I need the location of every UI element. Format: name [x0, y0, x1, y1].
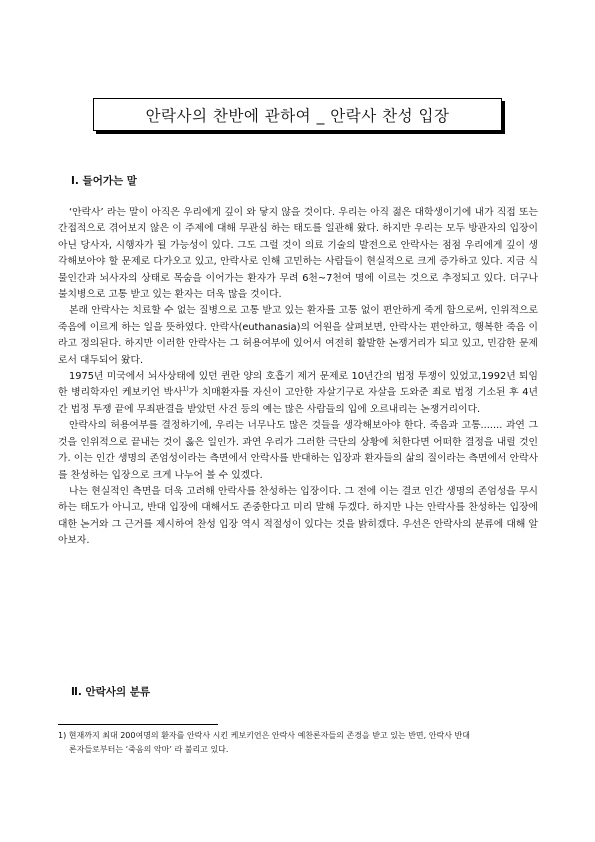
paragraph: 안락사의 허용여부를 결정하기에, 우리는 너무나도 많은 것들을 생각해보아야 한다. 죽음과 고통....... 과연 그것을 인위적으로 끝내는 것이 옳은 일인가. 과연 우리가 그러한 극단의 상황에 처한다면 어떠한 결정을 내릴 것인가. 이는 인간 생명의 존엄성이라는 측면에서 안락사를 반대하는 입장과 환자들의 삶의 질이라는 측면에서 안락사를 찬성하는 입장으로 크게 나누어 볼 수 있겠다.: [58, 420, 538, 481]
paragraph-text: 1975년 미국에서 뇌사상태에 있던 퀸란 양의 호흡기 제거 문제로 10년간의 법정 투쟁이 있었고,1992년 퇴임한 병리학자인 케보키언 박사: [58, 371, 538, 399]
section-heading-classification: Ⅱ. 안락사의 분류: [71, 686, 151, 698]
footnote-line: 론자들로부터는 ‘죽음의 악마’ 라 불리고 있다.: [69, 745, 229, 754]
document-title-box: [93, 98, 502, 131]
document-title: 안락사의 찬반에 관하여 _ 안락사 찬성 입장: [145, 106, 450, 125]
section-heading-introduction: Ⅰ. 들어가는 말: [71, 175, 137, 187]
paragraph: [58, 369, 538, 418]
paragraph: 나는 현실적인 측면을 더욱 고려해 안락사를 찬성하는 입장이다. 그 전에 이는 결코 인간 생명의 존엄성을 무시하는 태도가 아니고, 반대 입장에 대해서도 존중한다고 미리 말해 두겠다. 하지만 나는 안락사를 찬성하는 입장에 대한 논거와 그 근거를 제시하여 찬성 입장 역시 적절성이 있다는 것을 밝히겠다. 우선은 안락사의 분류에 대해 알아보자.: [58, 485, 538, 547]
footnote-divider: [58, 724, 218, 725]
paragraph: ‘안락사’ 라는 말이 아직은 우리에게 깊이 와 닿지 않을 것이다. 우리는 아직 젊은 대학생이기에 내가 직접 또는 간접적으로 겪어보지 않은 이 주제에 대해 무관심 하는 태도를 일관해 왔다. 하지만 우리는 모두 방관자의 입장이 아닌 당사자, 시행자가 될 가능성이 있다. 그도 그럴 것이 의료 기술의 발전으로 안락사는 점점 우리에게 깊이 생각해보아야 할 문제로 다가오고 있고, 안락사로 인해 고민하는 사람들이 현실적으로 크게 증가하고 있다. 지금 식물인간과 뇌사자의 상태로 목숨을 이어가는 환자가 무려 6천~7천여 명에 이르는 것으로 추정되고 있다. 더구나 불치병으로 고통 받고 있는 환자는 더욱 많을 것이다.: [58, 207, 538, 301]
footnote-line: 1) 현재까지 최대 200여명의 환자를 안락사 시킨 케보키언은 안락사 예찬론자들의 존경을 받고 있는 반면, 안락사 반대: [58, 731, 470, 740]
section-body-introduction: [58, 205, 538, 550]
footnote: [58, 729, 538, 757]
paragraph-text: 가 치매환자를 자신이 고안한 자살기구로 자살을 도와준 죄로 법정 기소된 후 4년간 법정 투쟁 끝에 무죄판결을 받았던 사건 등의 예는 많은 사람들의 입에 오르내리는 논쟁거리이다.: [58, 387, 538, 415]
paragraph: 본래 안락사는 치료할 수 없는 질병으로 고통 받고 있는 환자를 고통 없이 편안하게 죽게 함으로써, 인위적으로 죽음에 이르게 하는 일을 뜻하였다. 안락사(euthanasia)의 어원을 살펴보면, 안락사는 편안하고, 행복한 죽음 이라고 정의된다. 하지만 이러한 안락사는 그 허용여부에 있어서 여전히 활발한 논쟁거리가 되고 있고, 민감한 문제로서 대두되어 왔다.: [58, 305, 538, 366]
footnote-reference[interactable]: 1): [182, 386, 189, 394]
